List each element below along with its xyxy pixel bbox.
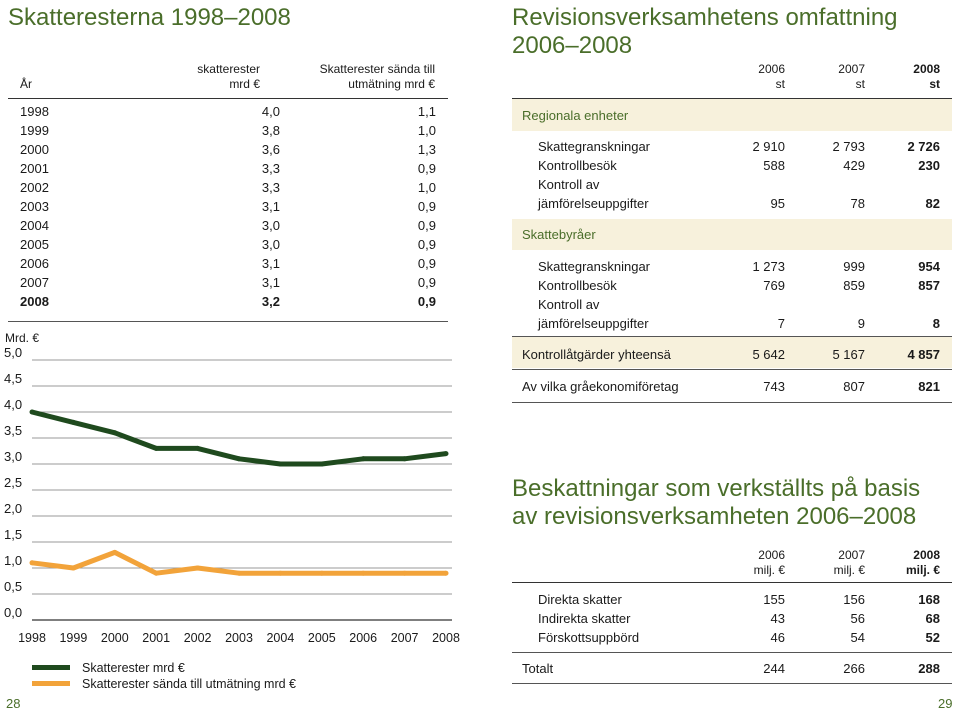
y-tick-label: 3,0 <box>4 449 23 464</box>
x-tick-label: 2007 <box>390 631 419 645</box>
value-cell: 743 <box>763 379 785 394</box>
year-cell: 2003 <box>20 199 49 214</box>
utmatning-cell: 0,9 <box>417 294 436 309</box>
value-cell: 82 <box>925 196 940 211</box>
legend-label: Skatterester mrd € <box>82 661 185 675</box>
x-tick-label: 1999 <box>59 631 88 645</box>
page-number-right: 29 <box>938 696 953 711</box>
x-tick-label: 2001 <box>142 631 171 645</box>
right-bottom-header-rule <box>512 582 952 583</box>
value-cell: 5 642 <box>752 347 785 362</box>
year-cell: 2004 <box>20 218 49 233</box>
skatterester-cell: 3,8 <box>261 123 280 138</box>
skatterester-line-chart <box>0 328 470 648</box>
section-skattebyraer: Skattebyråer <box>522 227 596 242</box>
value-cell: 155 <box>763 592 785 607</box>
x-tick-label: 2002 <box>183 631 212 645</box>
left-table-bottom-rule <box>8 321 448 322</box>
utmatning-cell: 0,9 <box>417 237 436 252</box>
value-cell: 230 <box>918 158 940 173</box>
y-tick-label: 1,5 <box>4 527 23 542</box>
col-a-header: skatterester mrd € <box>197 62 260 91</box>
data-point <box>154 571 159 576</box>
data-point <box>319 462 324 467</box>
year-cell: 2001 <box>20 161 49 176</box>
row-label: Förskottsuppbörd <box>538 630 640 645</box>
skatterester-cell: 3,2 <box>261 294 280 309</box>
value-cell: 954 <box>918 259 940 274</box>
row-label: Skattegranskningar <box>538 139 651 154</box>
data-point <box>278 462 283 467</box>
data-point <box>237 456 242 461</box>
year-header: 2006 milj. € <box>753 548 785 577</box>
legend <box>32 660 332 692</box>
row-label-line1: Kontroll av <box>538 177 600 192</box>
utmatning-cell: 0,9 <box>417 218 436 233</box>
utmatning-cell: 0,9 <box>417 256 436 271</box>
value-cell: 56 <box>850 611 865 626</box>
legend-swatch <box>32 681 70 686</box>
right-top-bottom-rule <box>512 402 952 403</box>
row-label: Kontrollbesök <box>538 158 617 173</box>
data-point <box>361 456 366 461</box>
value-cell: 288 <box>918 661 940 676</box>
section-regionala-enheter: Regionala enheter <box>522 108 629 123</box>
data-point <box>195 566 200 571</box>
right-bottom-mid-rule <box>512 652 952 653</box>
col-year-header: År <box>20 77 32 91</box>
data-point <box>154 446 159 451</box>
value-cell: 859 <box>843 278 865 293</box>
x-tick-label: 1998 <box>18 631 46 645</box>
data-point <box>30 560 35 565</box>
skatterester-cell: 3,1 <box>261 275 280 290</box>
legend-item <box>32 676 332 692</box>
table-row <box>20 218 436 234</box>
y-tick-label: 2,0 <box>4 501 23 516</box>
y-tick-label: 0,5 <box>4 579 23 594</box>
page-number-left: 28 <box>6 696 21 711</box>
year-cell: 1999 <box>20 123 49 138</box>
skatterester-cell: 3,0 <box>261 237 280 252</box>
series-line-2 <box>32 552 446 573</box>
value-cell: 821 <box>918 379 940 394</box>
y-axis-label: Mrd. € <box>5 331 40 345</box>
data-point <box>444 451 449 456</box>
right-top-title: Revisionsverksamhetens omfattning 2006–2008 <box>512 4 898 59</box>
value-cell: 4 857 <box>907 347 940 362</box>
x-tick-label: 2004 <box>266 631 295 645</box>
value-cell: 9 <box>857 316 865 331</box>
right-bottom-bottom-rule <box>512 683 952 684</box>
utmatning-cell: 1,0 <box>417 123 436 138</box>
value-cell: 857 <box>918 278 940 293</box>
y-tick-label: 4,0 <box>4 397 23 412</box>
data-point <box>237 571 242 576</box>
x-tick-label: 2008 <box>432 631 460 645</box>
y-tick-label: 1,0 <box>4 553 23 568</box>
year-cell: 2006 <box>20 256 49 271</box>
value-cell: 588 <box>763 158 785 173</box>
year-cell: 2008 <box>20 294 49 309</box>
y-tick-label: 3,5 <box>4 423 23 438</box>
row-label: Skattegranskningar <box>538 259 651 274</box>
value-cell: 2 910 <box>752 139 785 154</box>
value-cell: 46 <box>770 630 785 645</box>
value-cell: 7 <box>777 316 785 331</box>
year-header: 2008 st <box>913 62 940 91</box>
row-label-line2: jämförelseuppgifter <box>538 316 649 331</box>
left-header-rule <box>8 98 448 99</box>
value-cell: 54 <box>850 630 865 645</box>
year-cell: 2005 <box>20 237 49 252</box>
skatterester-cell: 3,0 <box>261 218 280 233</box>
legend-label: Skatterester sända till utmätning mrd € <box>82 677 296 691</box>
row-label-line2: jämförelseuppgifter <box>538 196 649 211</box>
table-row <box>20 275 436 291</box>
value-cell: 807 <box>843 379 865 394</box>
table-row <box>20 199 436 215</box>
utmatning-cell: 0,9 <box>417 199 436 214</box>
data-point <box>278 571 283 576</box>
value-cell: 999 <box>843 259 865 274</box>
year-cell: 2002 <box>20 180 49 195</box>
table-row <box>20 142 436 158</box>
x-tick-label: 2005 <box>307 631 336 645</box>
value-cell: 266 <box>843 661 865 676</box>
skatterester-cell: 3,3 <box>261 180 280 195</box>
value-cell: 43 <box>770 611 785 626</box>
year-header: 2006 st <box>758 62 785 91</box>
col-b-header: Skatterester sända till utmätning mrd € <box>319 62 435 91</box>
table-row <box>20 180 436 196</box>
year-cell: 2007 <box>20 275 49 290</box>
value-cell: 168 <box>918 592 940 607</box>
x-tick-label: 2000 <box>100 631 129 645</box>
data-point <box>195 446 200 451</box>
value-cell: 244 <box>763 661 785 676</box>
data-point <box>30 410 35 415</box>
value-cell: 1 273 <box>752 259 785 274</box>
year-cell: 1998 <box>20 104 49 119</box>
value-cell: 52 <box>925 630 940 645</box>
data-point <box>444 571 449 576</box>
skatterester-cell: 3,6 <box>261 142 280 157</box>
data-point <box>112 550 117 555</box>
data-point <box>361 571 366 576</box>
left-title: Skatteresterna 1998–2008 <box>8 4 291 31</box>
data-point <box>71 420 76 425</box>
utmatning-cell: 0,9 <box>417 161 436 176</box>
utmatning-cell: 1,0 <box>417 180 436 195</box>
value-cell: 769 <box>763 278 785 293</box>
data-point <box>71 566 76 571</box>
value-cell: 68 <box>925 611 940 626</box>
row-label-line1: Kontroll av <box>538 297 600 312</box>
utmatning-cell: 1,1 <box>417 104 436 119</box>
year-header: 2008 milj. € <box>905 548 940 577</box>
row-label: Direkta skatter <box>538 592 622 607</box>
row-label: Indirekta skatter <box>538 611 631 626</box>
row-label: Kontrollåtgärder yhteensä <box>522 347 671 362</box>
value-cell: 5 167 <box>832 347 865 362</box>
value-cell: 8 <box>932 316 940 331</box>
x-tick-label: 2003 <box>225 631 253 645</box>
year-header: 2007 milj. € <box>833 548 865 577</box>
skatterester-cell: 3,1 <box>261 199 280 214</box>
table-row <box>20 294 436 310</box>
table-row <box>20 237 436 253</box>
grey-rule <box>512 369 952 370</box>
year-cell: 2000 <box>20 142 49 157</box>
right-bottom-title: Beskattningar som verkställts på basis av revisionsverksamheten 2006–2008 <box>512 475 921 530</box>
utmatning-cell: 1,3 <box>417 142 436 157</box>
value-cell: 78 <box>850 196 865 211</box>
value-cell: 429 <box>843 158 865 173</box>
table-row <box>20 161 436 177</box>
value-cell: 2 793 <box>832 139 865 154</box>
table-row <box>20 104 436 120</box>
data-point <box>402 456 407 461</box>
y-tick-label: 2,5 <box>4 475 23 490</box>
table-row <box>20 256 436 272</box>
row-label: Kontrollbesök <box>538 278 617 293</box>
year-header: 2007 st <box>838 62 865 91</box>
value-cell: 95 <box>770 196 785 211</box>
data-point <box>319 571 324 576</box>
skatterester-cell: 3,1 <box>261 256 280 271</box>
skatterester-cell: 3,3 <box>261 161 280 176</box>
y-tick-label: 4,5 <box>4 371 23 386</box>
utmatning-cell: 0,9 <box>417 275 436 290</box>
legend-item <box>32 660 332 676</box>
y-tick-label: 5,0 <box>4 345 23 360</box>
data-point <box>402 571 407 576</box>
value-cell: 156 <box>843 592 865 607</box>
table-row <box>20 123 436 139</box>
skatterester-cell: 4,0 <box>261 104 280 119</box>
x-tick-label: 2006 <box>349 631 378 645</box>
value-cell: 2 726 <box>907 139 940 154</box>
legend-swatch <box>32 665 70 670</box>
row-label: Av vilka gråekonomiföretag <box>522 379 679 394</box>
data-point <box>112 430 117 435</box>
y-tick-label: 0,0 <box>4 605 23 620</box>
row-label: Totalt <box>522 661 554 676</box>
